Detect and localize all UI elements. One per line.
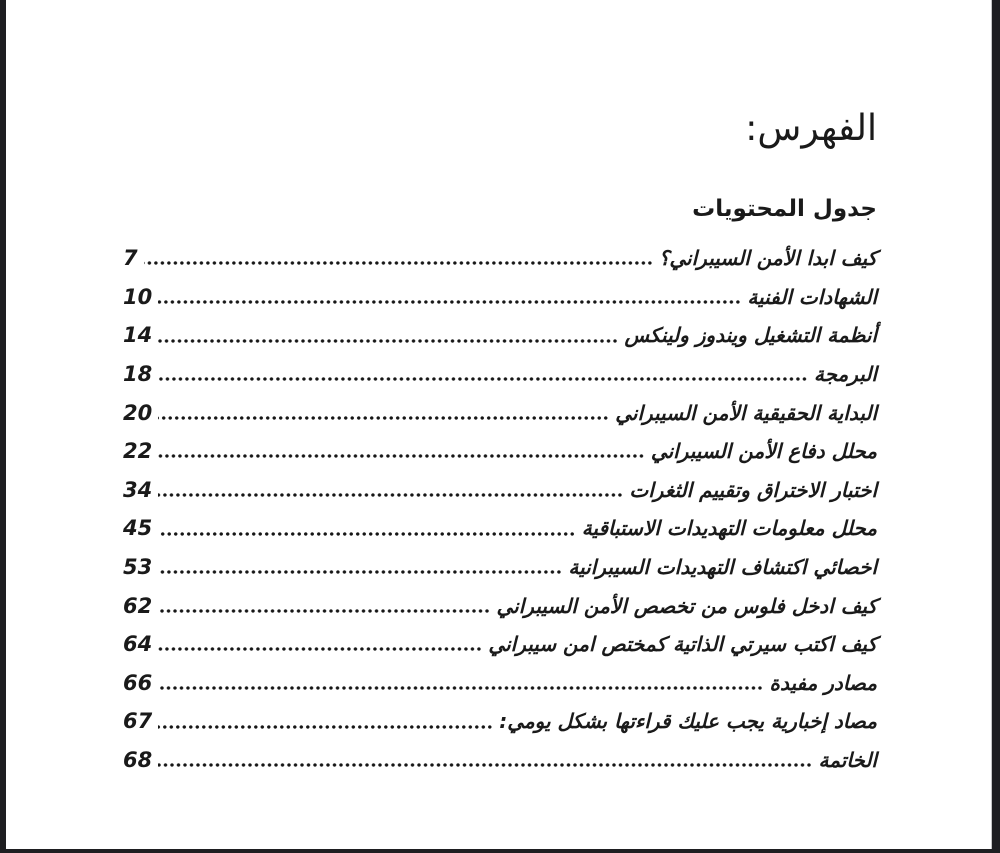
- toc-entry-title: الخاتمة: [818, 747, 877, 772]
- toc-page-number: 14: [123, 323, 153, 348]
- toc-row: [123, 548, 877, 587]
- toc-row: [123, 663, 877, 702]
- toc-leader-dots: [158, 702, 493, 741]
- toc-leader-dots: [144, 239, 653, 278]
- toc-leader-dots: [158, 741, 812, 780]
- toc-entry-title: مصاد إخبارية يجب عليك قراءتها بشكل يومي:: [499, 709, 877, 734]
- toc-leader-dots: [158, 355, 808, 394]
- toc-page-number: 68: [123, 747, 153, 772]
- toc-row: [123, 702, 877, 741]
- toc-page-number: 34: [123, 477, 153, 502]
- toc-leader-dots: [158, 470, 623, 509]
- toc-page-number: 62: [123, 593, 153, 618]
- toc-page-number: 10: [123, 284, 153, 309]
- toc-leader-dots: [158, 548, 562, 587]
- toc-leader-dots: [158, 663, 763, 702]
- toc-entry-title: كيف ابدا الأمن السيبراني؟: [658, 246, 877, 271]
- document-page: [6, 0, 992, 849]
- toc-row: [123, 509, 877, 548]
- toc-row: [123, 741, 877, 780]
- toc-page-number: 64: [123, 632, 153, 657]
- toc-entry-title: اختبار الاختراق وتقييم الثغرات: [629, 477, 877, 502]
- toc-row: [123, 355, 877, 394]
- toc-list: [123, 239, 877, 779]
- toc-entry-title: أنظمة التشغيل ويندوز ولينكس: [624, 323, 877, 348]
- toc-page-number: 66: [123, 670, 153, 695]
- toc-page-number: 18: [123, 361, 153, 386]
- toc-leader-dots: [158, 625, 482, 664]
- toc-page-number: 45: [123, 516, 153, 541]
- toc-row: [123, 586, 877, 625]
- index-title: الفهرس:: [745, 108, 877, 149]
- toc-heading: جدول المحتويات: [692, 196, 877, 222]
- toc-row: [123, 316, 877, 355]
- toc-entry-title: كيف اكتب سيرتي الذاتية كمختص امن سيبراني: [488, 632, 877, 657]
- toc-entry-title: البداية الحقيقية الأمن السيبراني: [615, 400, 877, 425]
- toc-content: [6, 0, 991, 779]
- toc-entry-title: كيف ادخل فلوس من تخصص الأمن السيبراني: [496, 593, 877, 618]
- toc-page-number: 67: [123, 709, 153, 734]
- toc-leader-dots: [158, 316, 618, 355]
- toc-row: [123, 625, 877, 664]
- toc-entry-title: البرمجة: [813, 361, 877, 386]
- toc-page-number: 53: [123, 554, 153, 579]
- toc-entry-title: اخصائي اكتشاف التهديدات السيبرانية: [568, 554, 877, 579]
- toc-leader-dots: [158, 432, 645, 471]
- toc-page-number: 20: [123, 400, 153, 425]
- toc-row: [123, 432, 877, 471]
- toc-row: [123, 277, 877, 316]
- toc-entry-title: الشهادات الفنية: [747, 284, 877, 309]
- toc-leader-dots: [158, 277, 741, 316]
- toc-entry-title: محلل معلومات التهديدات الاستباقية: [581, 516, 877, 541]
- toc-entry-title: مصادر مفيدة: [769, 670, 877, 695]
- toc-row: [123, 239, 877, 278]
- toc-page-number: 7: [123, 246, 138, 271]
- toc-leader-dots: [158, 586, 490, 625]
- toc-page-number: 22: [123, 439, 153, 464]
- toc-entry-title: محلل دفاع الأمن السيبراني: [650, 439, 877, 464]
- toc-row: [123, 393, 877, 432]
- toc-leader-dots: [158, 393, 609, 432]
- toc-leader-dots: [158, 509, 575, 548]
- toc-row: [123, 470, 877, 509]
